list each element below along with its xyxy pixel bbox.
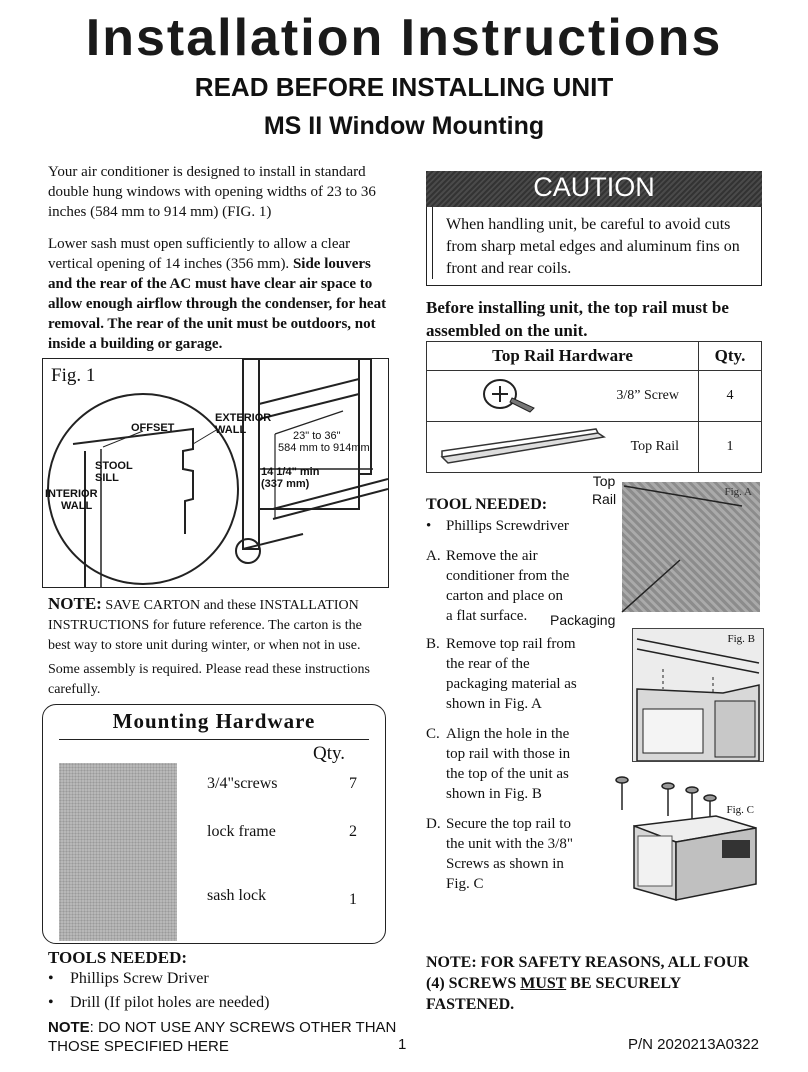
warning-text: : DO NOT USE ANY SCREWS OTHER THAN THOSE SPECIFIED HERE <box>48 1019 397 1055</box>
hardware-item-qty: 1 <box>349 891 357 908</box>
page-subtitle: READ BEFORE INSTALLING UNIT <box>194 72 614 102</box>
safety-note <box>426 952 771 1015</box>
divider <box>59 739 369 740</box>
intro-bold-text: Side louvers and the rear of the AC must have clear air space to allow enough airflow through the condenser, for heat removal. The rear of the unit must be outdoors, not inside a building or garage. <box>48 256 387 352</box>
safety-text-post: BE SECURELY FASTENED. <box>426 975 681 1013</box>
step-letter: B. <box>426 636 440 652</box>
list-item <box>48 970 209 988</box>
before-installing-note: Before installing unit, the top rail must be assembled on the unit. <box>426 298 729 340</box>
packaging-callout: Packaging <box>550 612 616 628</box>
list-item-text: Phillips Screwdriver <box>446 518 569 534</box>
assembly-note: Some assembly is required. Please read these instructions carefully. <box>48 662 370 697</box>
safety-must: MUST <box>520 975 567 992</box>
list-item <box>426 518 569 535</box>
top-rail-callout: Top Rail <box>591 473 617 507</box>
top-rail-hardware-table <box>426 341 762 473</box>
tool-needed-title: TOOL NEEDED: <box>426 496 548 513</box>
hardware-item-qty: 7 <box>349 775 357 792</box>
intro-paragraph-2 <box>48 234 393 354</box>
fig-a-label: Fig. A <box>724 486 752 498</box>
part-number: P/N 2020213A0322 <box>628 1036 759 1053</box>
hardware-item-name: 3/4"screws <box>207 775 278 792</box>
fig-c-label: Fig. C <box>726 804 754 816</box>
note-paragraph <box>48 594 383 656</box>
warning-note <box>48 1018 408 1056</box>
hardware-item-name: sash lock <box>207 887 267 904</box>
note-label: NOTE: <box>48 594 102 613</box>
fig1-width-range: 23" to 36" <box>293 430 341 442</box>
step-text: Remove the air conditioner from the carton and place on a flat surface. <box>446 548 570 624</box>
callout-lines <box>620 480 750 620</box>
step-letter: A. <box>426 548 441 564</box>
window-cross-section-illustration <box>43 359 388 587</box>
fig1-stool-label: STOOL <box>95 460 133 472</box>
table-header-row <box>427 342 762 371</box>
fig-b-label: Fig. B <box>727 633 755 645</box>
caution-box-inner-edge <box>432 207 433 279</box>
fig1-width-range-mm: 584 mm to 914mm <box>278 442 370 454</box>
figure-b-illustration <box>632 628 764 762</box>
step-text: Align the hole in the top rail with those in the top of the unit as shown in Fig. B <box>446 726 571 802</box>
fig1-label: Fig. 1 <box>51 365 96 386</box>
table-header-cell: Top Rail Hardware <box>427 342 699 371</box>
step-letter: D. <box>426 816 441 832</box>
screw-icon <box>478 374 538 418</box>
figure-c-illustration <box>606 770 762 902</box>
note-text: SAVE CARTON and these INSTALLATION INSTRUCTIONS for future reference. The carton is the best way to store unit during winter, or when not in use. <box>48 598 362 653</box>
fig1-sill-label: SILL <box>95 472 119 484</box>
warning-label: NOTE <box>48 1019 90 1036</box>
intro-paragraph-1: Your air conditioner is designed to install in standard double hung windows with opening widths of 23 to 36 inches (584 mm to 914 mm) (FIG. 1) <box>48 164 376 220</box>
bullet-icon: • <box>426 518 432 534</box>
hardware-item-qty: 2 <box>349 823 357 840</box>
caution-text: When handling unit, be careful to avoid cuts from sharp metal edges and aluminum fins on front and rear coils. <box>446 216 740 277</box>
list-item-text: Drill (If pilot holes are needed) <box>70 994 270 1011</box>
table-cell <box>427 422 699 473</box>
fig1-offset-label: OFFSET <box>131 422 175 434</box>
tools-needed-title: TOOLS NEEDED: <box>48 948 188 967</box>
step-text: Secure the top rail to the unit with the 3/8" Screws as shown in Fig. C <box>446 816 573 892</box>
safety-text-pre: NOTE: FOR SAFETY REASONS, ALL FOUR (4) SCREWS <box>426 954 750 992</box>
step-text: Remove top rail from the rear of the packaging material as shown in Fig. A <box>446 636 577 712</box>
table-cell: 1 <box>699 422 762 473</box>
page-number: 1 <box>398 1036 407 1053</box>
intro-plain-text: Lower sash must open sufficiently to allow a clear vertical opening of 14 inches (356 mm). <box>48 236 351 272</box>
instruction-step <box>426 724 586 804</box>
step-letter: C. <box>426 726 440 742</box>
table-cell <box>427 371 699 422</box>
table-cell-text: Top Rail <box>630 439 679 454</box>
list-item <box>48 994 269 1012</box>
list-item-text: Phillips Screw Driver <box>70 970 209 987</box>
hardware-item-name: lock frame <box>207 823 276 840</box>
fig1-interior-label: INTERIOR <box>45 488 98 500</box>
mounting-hardware-title: Mounting Hardware <box>112 709 316 733</box>
fig1-min-height-mm: (337 mm) <box>261 478 310 490</box>
fig1-exterior-label-1: EXTERIOR <box>215 412 272 424</box>
caution-title: CAUTION <box>533 172 655 202</box>
instruction-step <box>426 634 591 714</box>
page-title: Installation Instructions <box>85 9 723 67</box>
table-header-cell: Qty. <box>699 342 762 371</box>
unit-screws-drawing <box>606 770 762 902</box>
table-cell-text: 3/8” Screw <box>616 388 679 403</box>
top-rail-icon <box>438 427 608 467</box>
bullet-icon: • <box>48 994 54 1011</box>
mounting-hardware-qty-header: Qty. <box>313 743 346 764</box>
fig1-exterior-label-2: WALL <box>215 424 247 436</box>
model-title: MS II Window Mounting <box>263 112 545 140</box>
hardware-photo <box>59 763 177 941</box>
instruction-step <box>426 814 586 894</box>
unit-top-rail-drawing <box>633 629 763 761</box>
table-row <box>427 422 762 473</box>
bullet-icon: • <box>48 970 54 987</box>
caution-banner <box>426 171 762 207</box>
mounting-hardware-box <box>42 704 386 944</box>
instruction-step <box>426 546 571 626</box>
table-cell: 4 <box>699 371 762 422</box>
table-row <box>427 371 762 422</box>
fig1-wall-label: WALL <box>61 500 93 512</box>
figure-1 <box>42 358 389 588</box>
fig1-min-height: 14 1/4" min <box>261 466 320 478</box>
